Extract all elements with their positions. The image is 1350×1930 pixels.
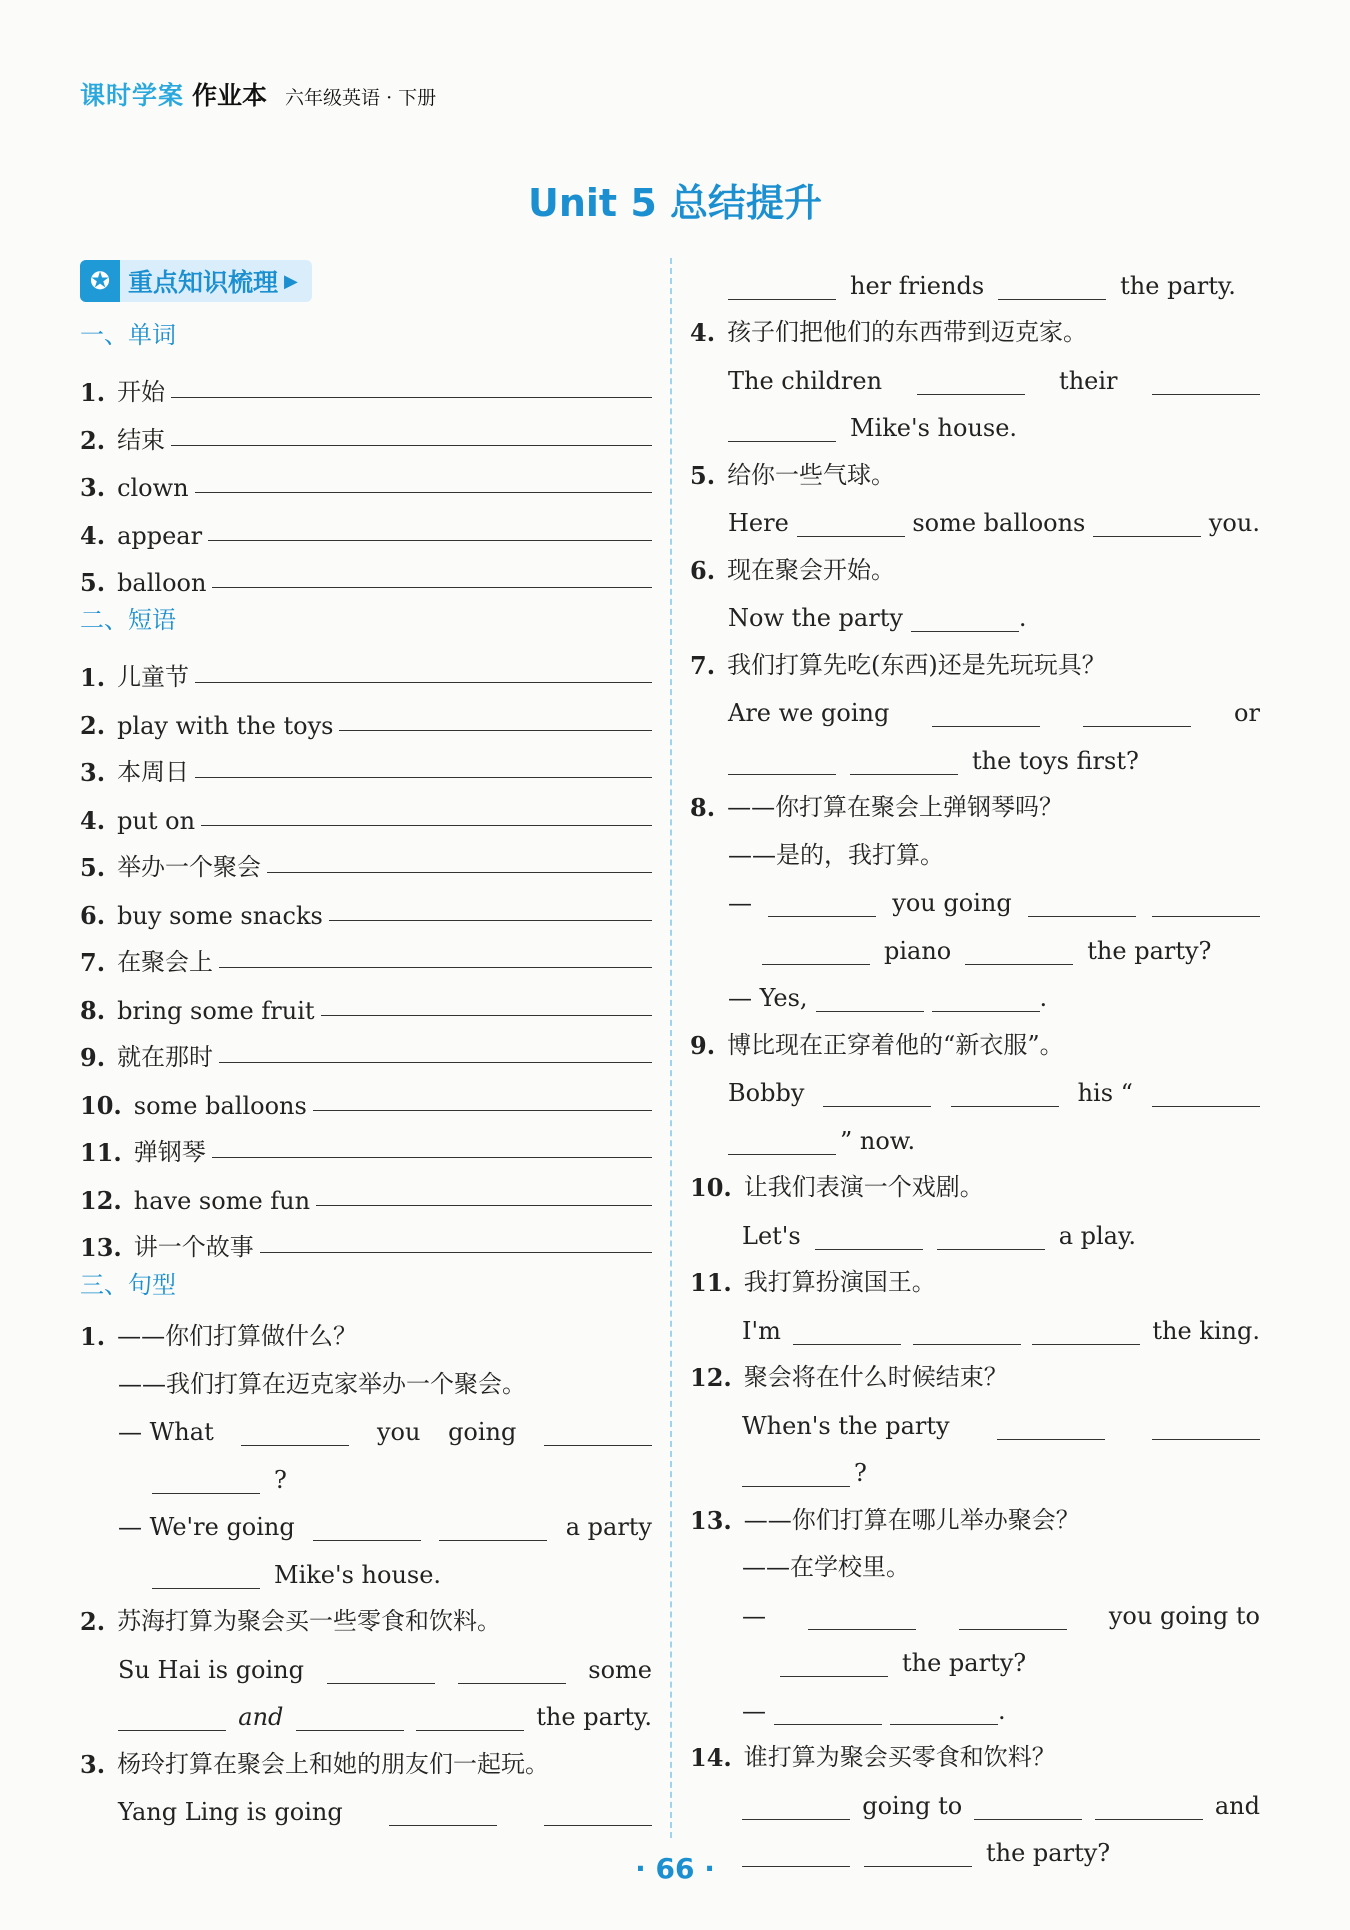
answer-line (690, 733, 1260, 781)
left-column (80, 258, 652, 1832)
answer-text: and (238, 1703, 284, 1731)
list-item (80, 740, 652, 788)
arrow-icon: ▶ (284, 270, 298, 292)
answer-text: — Yes, (728, 984, 808, 1012)
answer-line (690, 1778, 1260, 1826)
blank[interactable] (932, 987, 1040, 1012)
item-text: clown (117, 474, 189, 502)
blank[interactable] (890, 1700, 998, 1725)
brand-name: 课时学案 (80, 81, 185, 110)
answer-text: ? (854, 1459, 867, 1487)
item-number: 2. (80, 425, 106, 455)
answer-text: some balloons (912, 509, 1086, 537)
blank[interactable] (1152, 892, 1260, 917)
item-number: 13. (80, 1233, 122, 1262)
blank[interactable] (917, 370, 1025, 395)
answer-line[interactable] (201, 825, 652, 826)
blank[interactable] (768, 892, 876, 917)
answer-text: The children (728, 366, 883, 395)
answer-text: you (376, 1418, 421, 1446)
list-item (80, 407, 652, 455)
item-number: 4. (80, 520, 106, 550)
page-title: Unit 5 总结提升 (528, 181, 822, 225)
subject-label: 六年级英语 · 下册 (285, 87, 437, 109)
brand-sub: 作业本 (192, 81, 268, 110)
question (690, 1541, 1260, 1589)
answer-text: the party? (902, 1649, 1027, 1677)
item-text: buy some snacks (117, 901, 323, 930)
blank[interactable] (742, 1462, 850, 1487)
blank[interactable] (850, 750, 958, 775)
blank[interactable] (544, 1421, 652, 1446)
question-text: ——你们打算在哪儿举办聚会？ (743, 1505, 1080, 1534)
star-icon: ✪ (80, 260, 120, 302)
blank[interactable] (816, 987, 924, 1012)
answer-text: Now the party (728, 604, 903, 632)
question-text: 聚会将在什么时候结束？ (743, 1363, 1008, 1391)
answer-text: the party. (536, 1703, 652, 1731)
answer-line (690, 1446, 1260, 1494)
blank[interactable] (728, 750, 836, 775)
list-item (80, 930, 652, 978)
answer-text: the party? (1087, 936, 1212, 965)
question (690, 1256, 1260, 1304)
item-number: 6. (80, 900, 106, 930)
answer-text: Bobby (728, 1079, 805, 1107)
blank[interactable] (793, 1320, 901, 1345)
blank[interactable] (808, 1605, 916, 1630)
answer-line (690, 1066, 1260, 1114)
item-text: 就在那时 (117, 1043, 214, 1071)
answer-text: Let's (742, 1221, 801, 1250)
answer-text: the party? (986, 1839, 1111, 1867)
blank[interactable] (544, 1801, 652, 1826)
answer-line[interactable] (212, 587, 652, 588)
blank[interactable] (313, 1516, 421, 1541)
answer-line (80, 1452, 652, 1500)
answer-text: — What (118, 1418, 214, 1446)
blank[interactable] (965, 940, 1073, 965)
answer-line[interactable] (171, 445, 652, 446)
blank[interactable] (774, 1700, 882, 1725)
blank[interactable] (937, 1225, 1045, 1250)
blank[interactable] (762, 940, 870, 965)
question-text: 我打算扮演国王。 (743, 1268, 936, 1296)
question (690, 1018, 1260, 1066)
item-text: 儿童节 (117, 663, 190, 691)
item-number: 10. (80, 1090, 122, 1120)
answer-text: . (998, 1696, 1006, 1725)
answer-line[interactable] (171, 397, 652, 398)
question-text: ——是的，我打算。 (728, 840, 944, 869)
blank[interactable] (728, 1130, 836, 1155)
question-text: 我们打算先吃(东西)还是先玩玩具？ (727, 650, 1106, 679)
blank[interactable] (932, 702, 1040, 727)
question (690, 1731, 1260, 1779)
list-item (80, 455, 652, 503)
item-number: 9. (80, 1043, 106, 1072)
item-number: 7. (690, 650, 716, 680)
list-item (80, 692, 652, 740)
item-text: bring some fruit (117, 996, 315, 1025)
answer-text: you going to (1108, 1601, 1260, 1630)
item-number: 8. (80, 995, 106, 1025)
answer-line[interactable] (316, 1205, 652, 1206)
answer-line[interactable] (260, 1252, 652, 1253)
answer-text: a play. (1058, 1221, 1136, 1250)
answer-text: and (1214, 1791, 1260, 1820)
answer-line (690, 1208, 1260, 1256)
item-number: 5. (690, 460, 716, 490)
blank[interactable] (296, 1706, 404, 1731)
answer-line[interactable] (195, 682, 652, 683)
answer-text: — (742, 1601, 766, 1630)
item-text: 讲一个故事 (133, 1233, 254, 1261)
answer-line (80, 1642, 652, 1690)
answer-text: I'm (742, 1316, 781, 1345)
question (690, 543, 1260, 591)
answer-line (690, 1303, 1260, 1351)
question (80, 1595, 652, 1643)
answer-text: piano (884, 936, 952, 965)
blank[interactable] (1095, 1795, 1203, 1820)
answer-text: Su Hai is going (118, 1655, 304, 1684)
answer-line[interactable] (267, 872, 652, 873)
answer-text: some (588, 1655, 652, 1684)
blank[interactable] (458, 1659, 566, 1684)
answer-line (80, 1547, 652, 1595)
item-number: 1. (80, 663, 106, 692)
page-number: · 66 · (635, 1852, 715, 1885)
question (80, 1737, 652, 1785)
item-text: 弹钢琴 (133, 1138, 206, 1166)
answer-text: Mike's house. (274, 1560, 442, 1589)
item-number: 3. (80, 758, 106, 787)
blank[interactable] (815, 1225, 923, 1250)
question-text: ——你们打算做什么？ (117, 1322, 358, 1350)
list-item (80, 1072, 652, 1120)
answer-text: Mike's house. (850, 414, 1018, 442)
list-item (80, 1120, 652, 1168)
question (80, 1357, 652, 1405)
answer-line (80, 1405, 652, 1453)
blank[interactable] (1028, 892, 1136, 917)
answer-line (690, 1588, 1260, 1636)
blank[interactable] (959, 1605, 1067, 1630)
answer-text: — (728, 889, 752, 917)
blank[interactable] (997, 1415, 1105, 1440)
answer-line[interactable] (219, 1062, 652, 1063)
blank[interactable] (728, 417, 836, 442)
blank[interactable] (241, 1421, 349, 1446)
answer-text: his “ (1077, 1079, 1133, 1107)
answer-text: you going (892, 889, 1012, 917)
question-text: 博比现在正穿着他的“新衣服”。 (727, 1030, 1064, 1059)
answer-line (690, 923, 1260, 971)
item-number: 3. (80, 1749, 106, 1779)
item-text: put on (117, 806, 196, 835)
answer-line[interactable] (208, 540, 652, 541)
list-item (80, 550, 652, 598)
blank[interactable] (152, 1469, 260, 1494)
answer-text: ? (274, 1465, 287, 1494)
blank[interactable] (974, 1795, 1082, 1820)
question (690, 781, 1260, 829)
blank[interactable] (998, 275, 1106, 300)
answer-text: the toys first? (972, 746, 1139, 775)
answer-text: ” now. (840, 1126, 916, 1155)
answer-line (690, 1683, 1260, 1731)
answer-line (690, 353, 1260, 401)
answer-line (80, 1785, 652, 1833)
item-number: 14. (690, 1743, 732, 1772)
item-number: 2. (80, 1607, 106, 1636)
answer-text: Here (728, 509, 789, 537)
blank[interactable] (1032, 1320, 1140, 1345)
question (80, 1310, 652, 1358)
blank[interactable] (728, 275, 836, 300)
answer-line[interactable] (195, 777, 652, 778)
list-item (80, 977, 652, 1025)
item-number: 5. (80, 568, 106, 597)
question-text: ——你打算在聚会上弹钢琴吗？ (727, 793, 1064, 821)
blank[interactable] (951, 1082, 1059, 1107)
item-number: 6. (690, 555, 716, 585)
item-text: 结束 (117, 425, 166, 454)
answer-text: the king. (1152, 1316, 1260, 1345)
answer-line (80, 1500, 652, 1548)
question-text: 苏海打算为聚会买一些零食和饮料。 (117, 1607, 502, 1635)
blank[interactable] (1093, 512, 1201, 537)
answer-line (690, 1636, 1260, 1684)
item-number: 1. (80, 378, 106, 407)
blank[interactable] (823, 1082, 931, 1107)
item-number: 12. (80, 1185, 122, 1215)
blank[interactable] (152, 1564, 260, 1589)
blank[interactable] (439, 1516, 547, 1541)
item-number: 2. (80, 710, 106, 740)
answer-text: you. (1208, 509, 1260, 537)
question (690, 828, 1260, 876)
list-item (80, 1025, 652, 1073)
answer-text: a party (565, 1513, 652, 1541)
item-text: 举办一个聚会 (117, 853, 262, 881)
answer-text: going to (862, 1791, 963, 1820)
item-number: 12. (690, 1363, 732, 1392)
answer-line (690, 876, 1260, 924)
question-text: ——在学校里。 (742, 1553, 910, 1581)
answer-line (690, 1113, 1260, 1161)
answer-text: . (1018, 604, 1027, 632)
list-item (80, 360, 652, 408)
item-number: 1. (80, 1322, 106, 1351)
item-text: appear (117, 521, 203, 550)
answer-line (690, 1398, 1260, 1446)
question (690, 1351, 1260, 1399)
answer-text: the party. (1120, 271, 1236, 300)
header (80, 76, 436, 112)
question-text: 谁打算为聚会买零食和饮料？ (743, 1743, 1056, 1771)
blank[interactable] (416, 1706, 524, 1731)
item-text: play with the toys (117, 711, 334, 740)
list-item (80, 502, 652, 550)
answer-line (690, 496, 1260, 544)
item-text: some balloons (133, 1091, 307, 1120)
blank[interactable] (780, 1652, 888, 1677)
question (690, 1161, 1260, 1209)
item-number: 9. (690, 1030, 716, 1060)
item-number: 8. (690, 793, 716, 822)
question-text: 让我们表演一个戏剧。 (743, 1173, 984, 1201)
section-sentences: 三、句型 (80, 1271, 176, 1299)
right-column (690, 258, 1260, 1873)
answer-line[interactable] (313, 1110, 652, 1111)
blank[interactable] (118, 1706, 226, 1731)
question (690, 638, 1260, 686)
answer-line[interactable] (219, 967, 652, 968)
answer-line[interactable] (321, 1015, 652, 1016)
item-number: 3. (80, 473, 106, 502)
blank[interactable] (1152, 370, 1260, 395)
item-number: 11. (690, 1268, 732, 1297)
blank[interactable] (1152, 1082, 1260, 1107)
answer-text: — (742, 1696, 766, 1725)
column-divider (670, 258, 672, 1838)
answer-text: — We're going (118, 1513, 295, 1541)
answer-text: going (448, 1418, 517, 1446)
answer-line[interactable] (195, 492, 652, 493)
item-number: 4. (80, 805, 106, 835)
question-text: 现在聚会开始。 (727, 555, 896, 584)
list-item (80, 1167, 652, 1215)
blank[interactable] (389, 1801, 497, 1826)
answer-text: or (1234, 699, 1260, 727)
blank[interactable] (797, 512, 905, 537)
answer-line[interactable] (329, 920, 652, 921)
answer-line (690, 686, 1260, 734)
list-item (80, 787, 652, 835)
blank[interactable] (742, 1795, 850, 1820)
answer-text: their (1059, 366, 1118, 395)
list-item (80, 645, 652, 693)
list-item (80, 835, 652, 883)
answer-text: Yang Ling is going (118, 1798, 343, 1826)
question-text: ——我们打算在迈克家举办一个聚会。 (118, 1369, 526, 1398)
question-text: 杨玲打算在聚会上和她的朋友们一起玩。 (117, 1749, 550, 1778)
question (690, 306, 1260, 354)
item-number: 11. (80, 1138, 122, 1167)
answer-text: Are we going (728, 699, 890, 727)
question (690, 448, 1260, 496)
badge-label: 重点知识梳理 (128, 268, 279, 297)
question-text: 给你一些气球。 (727, 460, 896, 489)
section-words: 一、单词 (80, 321, 176, 349)
question-text: 孩子们把他们的东西带到迈克家。 (727, 318, 1088, 346)
item-number: 5. (80, 853, 106, 882)
blank[interactable] (1083, 702, 1191, 727)
answer-line (690, 401, 1260, 449)
item-text: 开始 (117, 378, 166, 406)
list-item (80, 882, 652, 930)
blank[interactable] (911, 607, 1019, 632)
item-text: 本周日 (117, 758, 190, 786)
answer-line (690, 591, 1260, 639)
answer-line (690, 258, 1260, 306)
answer-line (80, 1690, 652, 1738)
blank[interactable] (913, 1320, 1021, 1345)
item-number: 4. (690, 318, 716, 347)
answer-text: . (1039, 984, 1048, 1012)
answer-line[interactable] (339, 730, 652, 731)
item-number: 13. (690, 1505, 732, 1535)
question (690, 1493, 1260, 1541)
item-text: balloon (117, 569, 207, 597)
answer-line (690, 971, 1260, 1019)
item-number: 10. (690, 1173, 732, 1202)
section-badge (80, 260, 312, 302)
answer-text: her friends (850, 271, 985, 300)
blank[interactable] (1152, 1415, 1260, 1440)
item-text: have some fun (133, 1186, 311, 1215)
list-item (80, 1215, 652, 1263)
answer-line[interactable] (212, 1157, 652, 1158)
section-phrases: 二、短语 (80, 606, 176, 634)
item-text: 在聚会上 (117, 948, 214, 976)
blank[interactable] (327, 1659, 435, 1684)
item-number: 7. (80, 948, 106, 977)
answer-text: When's the party (742, 1411, 950, 1440)
